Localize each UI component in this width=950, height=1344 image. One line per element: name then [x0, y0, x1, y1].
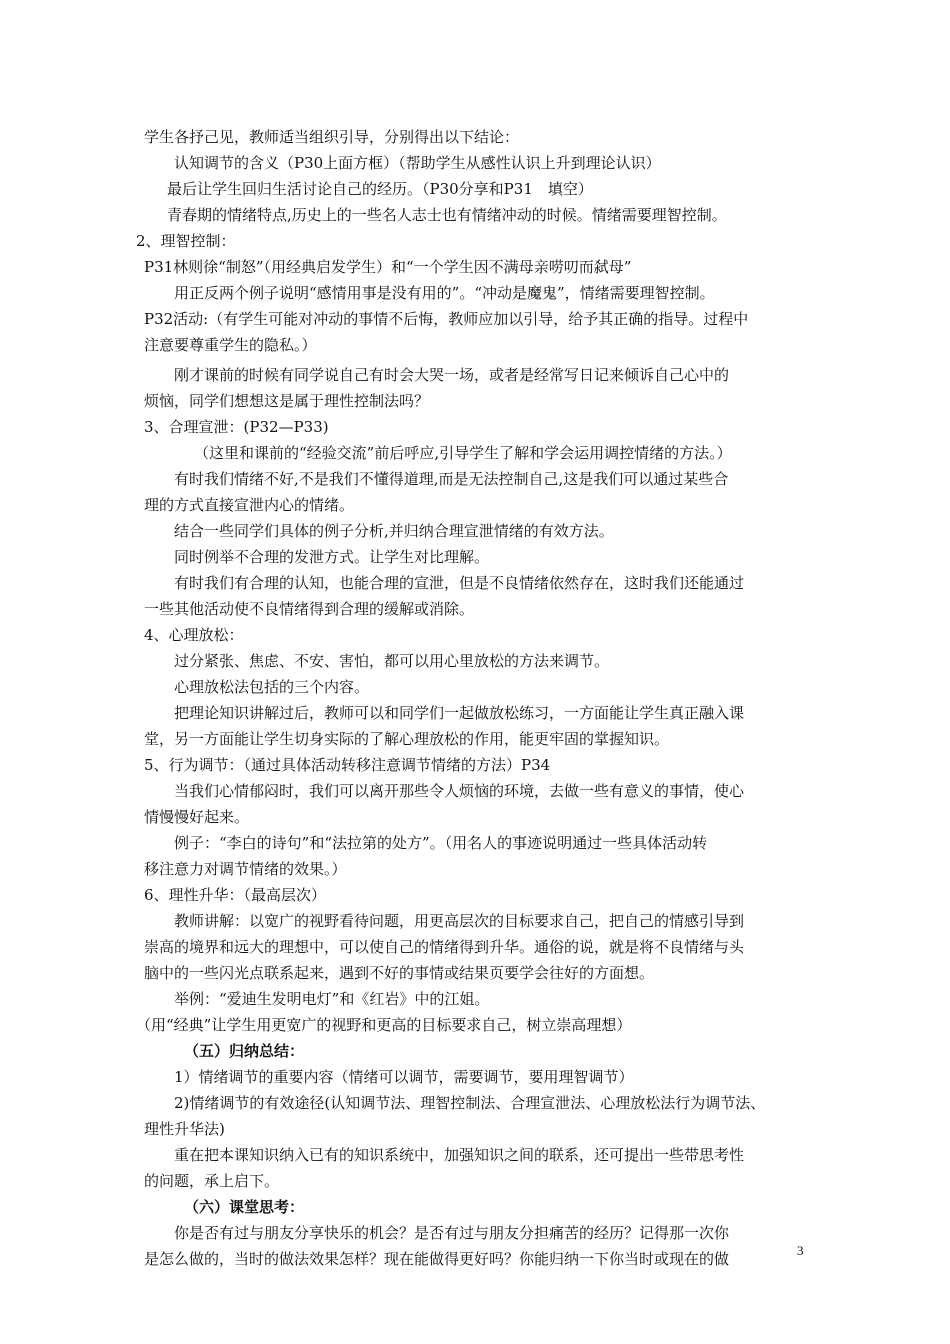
text-line: P31林则徐“制怒”（用经典启发学生）和“一个学生因不满母亲唠叨而弑母” — [144, 258, 632, 276]
text-line: 是怎么做的，当时的做法效果怎样？现在能做得更好吗？你能归纳一下你当时或现在的做 — [144, 1250, 730, 1268]
text-line: 结合一些同学们具体的例子分析,并归纳合理宣泄情绪的有效方法。 — [174, 522, 614, 540]
text-line: 有时我们情绪不好,不是我们不懂得道理,而是无法控制自己,这是我们可以通过某些合 — [174, 470, 729, 488]
text-line: （这里和课前的“经验交流”前后呼应,引导学生了解和学会运用调控情绪的方法。） — [194, 444, 732, 462]
text-line: 最后让学生回归生活讨论自己的经历。（P30分享和P31 填空） — [167, 180, 593, 198]
text-line: 把理论知识讲解过后，教师可以和同学们一起做放松练习，一方面能让学生真正融入课 — [174, 704, 745, 722]
text-line: 有时我们有合理的认知，也能合理的宣泄，但是不良情绪依然存在，这时我们还能通过 — [174, 574, 745, 592]
text-line: 理的方式直接宣泄内心的情绪。 — [144, 496, 355, 514]
text-line: （六）课堂思考： — [184, 1198, 305, 1216]
text-line: 烦恼，同学们想想这是属于理性控制法吗？ — [144, 392, 430, 410]
text-line: 注意要尊重学生的隐私。） — [144, 336, 317, 354]
text-line: 5、行为调节：（通过具体活动转移注意调节情绪的方法）P34 — [144, 756, 551, 774]
text-line: 情慢慢好起来。 — [144, 808, 250, 826]
page-number: 3 — [797, 1243, 804, 1258]
text-line: 例子：“李白的诗句”和“法拉第的处方”。（用名人的事迹说明通过一些具体活动转 — [174, 834, 708, 852]
text-line: 举例：“爱迪生发明电灯”和《红岩》中的江姐。 — [174, 990, 490, 1008]
text-line: 同时例举不合理的发泄方式。让学生对比理解。 — [174, 548, 490, 566]
text-line: 理性升华法) — [144, 1120, 225, 1138]
text-line: 一些其他活动使不良情绪得到合理的缓解或消除。 — [144, 600, 475, 618]
text-line: 2、理智控制： — [136, 232, 236, 250]
text-line: 堂，另一方面能让学生切身实际的了解心理放松的作用，能更牢固的掌握知识。 — [144, 730, 670, 748]
text-line: 移注意力对调节情绪的效果。） — [144, 860, 347, 878]
text-line: 的问题，承上启下。 — [144, 1172, 280, 1190]
text-line: 心理放松法包括的三个内容。 — [174, 678, 370, 696]
text-line: 教师讲解：以宽广的视野看待问题，用更高层次的目标要求自己，把自己的情感引导到 — [174, 912, 745, 930]
text-line: （用“经典”让学生用更宽广的视野和更高的目标要求自己，树立崇高理想） — [136, 1016, 632, 1034]
text-line: 2)情绪调节的有效途径(认知调节法、理智控制法、合理宣泄法、心理放松法行为调节法、 — [174, 1094, 766, 1112]
text-line: 当我们心情郁闷时，我们可以离开那些令人烦恼的环境，去做一些有意义的事情，使心 — [174, 782, 745, 800]
text-line: （五）归纳总结： — [184, 1042, 305, 1060]
text-line: 1）情绪调节的重要内容（情绪可以调节，需要调节，要用理智调节） — [174, 1068, 634, 1086]
text-line: 过分紧张、焦虑、不安、害怕，都可以用心里放松的方法来调节。 — [174, 652, 610, 670]
document-body — [0, 124, 950, 1272]
text-line: 学生各抒己见，教师适当组织引导，分别得出以下结论： — [144, 128, 520, 146]
text-line: 3、合理宣泄：(P32—P33) — [144, 418, 329, 436]
text-line: P32活动:（有学生可能对冲动的事情不后悔，教师应加以引导，给予其正确的指导。过程中 — [144, 310, 749, 328]
text-line: 你是否有过与朋友分享快乐的机会？是否有过与朋友分担痛苦的经历？记得那一次你 — [174, 1224, 730, 1242]
text-line: 6、理性升华：（最高层次） — [144, 886, 327, 904]
text-line: 刚才课前的时候有同学说自己有时会大哭一场，或者是经常写日记来倾诉自己心中的 — [174, 366, 730, 384]
text-line: 崇高的境界和远大的理想中，可以使自己的情绪得到升华。通俗的说，就是将不良情绪与头 — [144, 938, 745, 956]
text-line: 4、心理放松： — [144, 626, 244, 644]
text-line: 脑中的一些闪光点联系起来，遇到不好的事情或结果页要学会往好的方面想。 — [144, 964, 655, 982]
text-line: 认知调节的含义（P30上面方框）（帮助学生从感性认识上升到理论认识） — [174, 154, 661, 172]
text-line: 用正反两个例子说明“感情用事是没有用的”。“冲动是魔鬼”，情绪需要理智控制。 — [174, 284, 715, 302]
text-line: 青春期的情绪特点,历史上的一些名人志士也有情绪冲动的时候。情绪需要理智控制。 — [167, 206, 727, 224]
text-line: 重在把本课知识纳入已有的知识系统中，加强知识之间的联系，还可提出一些带思考性 — [174, 1146, 745, 1164]
